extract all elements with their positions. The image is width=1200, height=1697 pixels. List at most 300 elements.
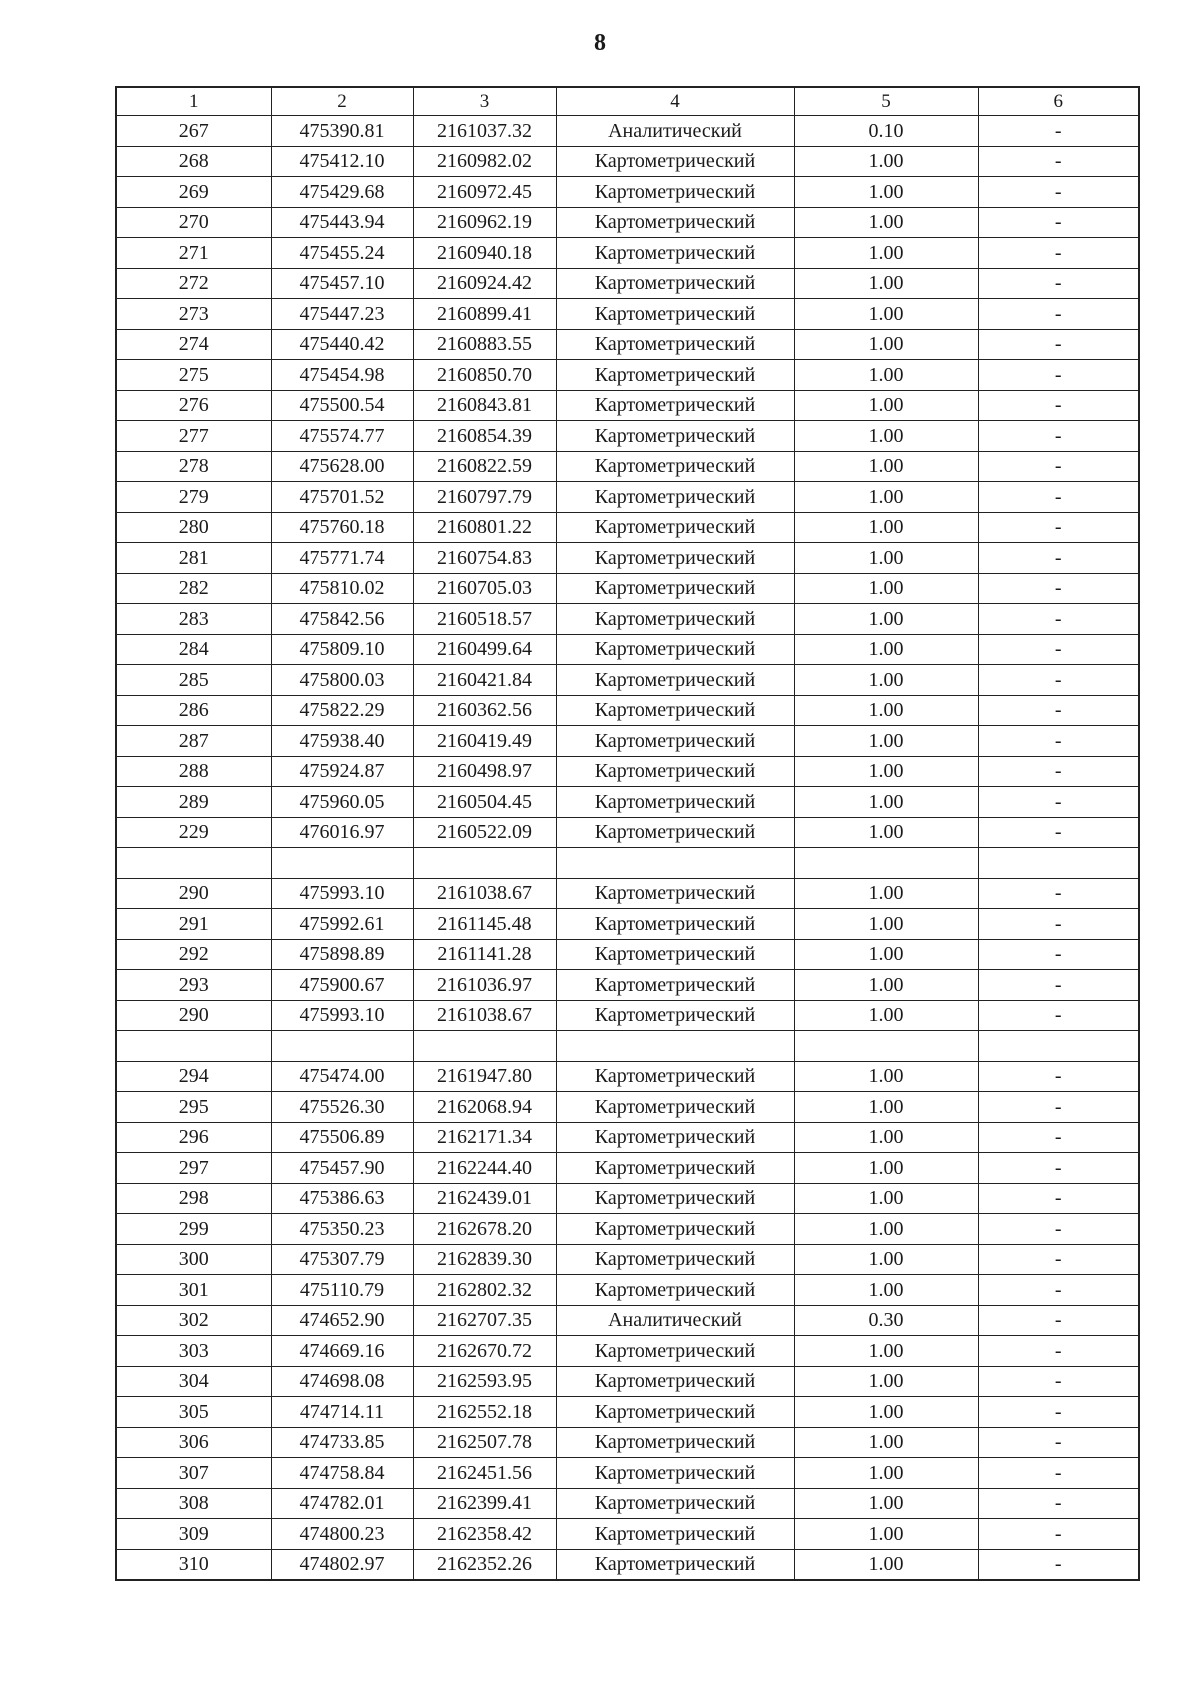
point-number-cell: 270 [116,207,271,238]
note-cell: - [978,1366,1139,1397]
point-number-cell: 268 [116,146,271,177]
method-cell: Картометрический [556,1427,794,1458]
x-coordinate-cell: 475809.10 [271,634,413,665]
note-cell: - [978,939,1139,970]
method-cell: Картометрический [556,604,794,635]
note-cell: - [978,817,1139,848]
point-number-cell: 285 [116,665,271,696]
point-number-cell: 276 [116,390,271,421]
method-cell: Картометрический [556,634,794,665]
note-cell: - [978,1427,1139,1458]
x-coordinate-cell: 475760.18 [271,512,413,543]
x-coordinate-cell [271,1031,413,1062]
coordinates-table [115,86,1140,1581]
x-coordinate-cell: 474802.97 [271,1549,413,1580]
table-row [116,1305,1139,1336]
table-row [116,1366,1139,1397]
x-coordinate-cell: 475429.68 [271,177,413,208]
method-cell: Картометрический [556,1183,794,1214]
point-number-cell: 278 [116,451,271,482]
y-coordinate-cell: 2160498.97 [413,756,556,787]
note-cell: - [978,634,1139,665]
x-coordinate-cell: 475628.00 [271,451,413,482]
accuracy-cell: 1.00 [794,1366,978,1397]
accuracy-cell: 1.00 [794,451,978,482]
method-cell: Картометрический [556,756,794,787]
x-coordinate-cell: 475960.05 [271,787,413,818]
point-number-cell: 275 [116,360,271,391]
header-row [116,87,1139,116]
point-number-cell: 281 [116,543,271,574]
point-number-cell: 289 [116,787,271,818]
accuracy-cell: 1.00 [794,543,978,574]
point-number-cell: 229 [116,817,271,848]
x-coordinate-cell: 475822.29 [271,695,413,726]
y-coordinate-cell: 2160822.59 [413,451,556,482]
method-cell: Картометрический [556,390,794,421]
point-number-cell: 293 [116,970,271,1001]
note-cell: - [978,360,1139,391]
table-row [116,604,1139,635]
method-cell: Картометрический [556,939,794,970]
method-cell: Аналитический [556,1305,794,1336]
x-coordinate-cell: 475574.77 [271,421,413,452]
y-coordinate-cell: 2160362.56 [413,695,556,726]
point-number-cell: 271 [116,238,271,269]
note-cell: - [978,1458,1139,1489]
y-coordinate-cell: 2161145.48 [413,909,556,940]
method-cell: Картометрический [556,1336,794,1367]
method-cell: Картометрический [556,970,794,1001]
note-cell: - [978,390,1139,421]
note-cell: - [978,512,1139,543]
accuracy-cell: 1.00 [794,634,978,665]
table-row [116,1519,1139,1550]
x-coordinate-cell: 474733.85 [271,1427,413,1458]
point-number-cell: 306 [116,1427,271,1458]
note-cell: - [978,1244,1139,1275]
page-number: 8 [594,30,606,56]
y-coordinate-cell: 2162507.78 [413,1427,556,1458]
method-cell: Картометрический [556,695,794,726]
table-row [116,299,1139,330]
accuracy-cell: 1.00 [794,1183,978,1214]
table-row [116,482,1139,513]
method-cell: Картометрический [556,268,794,299]
accuracy-cell: 1.00 [794,1122,978,1153]
note-cell: - [978,1122,1139,1153]
method-cell: Картометрический [556,1275,794,1306]
x-coordinate-cell: 475455.24 [271,238,413,269]
y-coordinate-cell: 2160499.64 [413,634,556,665]
note-cell: - [978,573,1139,604]
accuracy-cell: 1.00 [794,787,978,818]
note-cell: - [978,1153,1139,1184]
note-cell: - [978,665,1139,696]
x-coordinate-cell: 475443.94 [271,207,413,238]
y-coordinate-cell: 2160797.79 [413,482,556,513]
accuracy-cell: 1.00 [794,1061,978,1092]
method-cell: Картометрический [556,878,794,909]
table-row [116,1458,1139,1489]
accuracy-cell: 1.00 [794,1488,978,1519]
note-cell: - [978,970,1139,1001]
accuracy-cell: 1.00 [794,817,978,848]
note-cell: - [978,421,1139,452]
point-number-cell: 307 [116,1458,271,1489]
method-cell: Картометрический [556,1519,794,1550]
method-cell: Картометрический [556,1122,794,1153]
y-coordinate-cell: 2160940.18 [413,238,556,269]
y-coordinate-cell: 2162352.26 [413,1549,556,1580]
x-coordinate-cell: 475992.61 [271,909,413,940]
note-cell: - [978,1519,1139,1550]
table-row [116,726,1139,757]
note-cell: - [978,695,1139,726]
y-coordinate-cell: 2160518.57 [413,604,556,635]
point-number-cell: 272 [116,268,271,299]
x-coordinate-cell: 475474.00 [271,1061,413,1092]
table-row [116,1000,1139,1031]
table-row [116,817,1139,848]
accuracy-cell: 1.00 [794,390,978,421]
table-row [116,695,1139,726]
x-coordinate-cell: 474652.90 [271,1305,413,1336]
table-row [116,848,1139,879]
point-number-cell: 298 [116,1183,271,1214]
note-cell: - [978,116,1139,147]
method-cell: Картометрический [556,909,794,940]
y-coordinate-cell: 2160972.45 [413,177,556,208]
accuracy-cell: 1.00 [794,421,978,452]
point-number-cell: 283 [116,604,271,635]
y-coordinate-cell: 2162244.40 [413,1153,556,1184]
method-cell: Картометрический [556,146,794,177]
point-number-cell: 290 [116,1000,271,1031]
point-number-cell: 288 [116,756,271,787]
table-row [116,573,1139,604]
y-coordinate-cell: 2162068.94 [413,1092,556,1123]
point-number-cell: 273 [116,299,271,330]
accuracy-cell: 1.00 [794,1458,978,1489]
point-number-cell: 300 [116,1244,271,1275]
table-row [116,1275,1139,1306]
x-coordinate-cell: 475900.67 [271,970,413,1001]
column-header: 1 [116,87,271,116]
table-row [116,1031,1139,1062]
point-number-cell: 302 [116,1305,271,1336]
note-cell: - [978,238,1139,269]
y-coordinate-cell: 2160504.45 [413,787,556,818]
y-coordinate-cell: 2162707.35 [413,1305,556,1336]
table-row [116,1549,1139,1580]
method-cell: Картометрический [556,1397,794,1428]
note-cell: - [978,299,1139,330]
note-cell: - [978,543,1139,574]
method-cell: Картометрический [556,1458,794,1489]
point-number-cell: 277 [116,421,271,452]
method-cell: Картометрический [556,1092,794,1123]
note-cell: - [978,451,1139,482]
table-row [116,665,1139,696]
accuracy-cell: 1.00 [794,207,978,238]
y-coordinate-cell: 2160754.83 [413,543,556,574]
point-number-cell: 310 [116,1549,271,1580]
method-cell: Картометрический [556,329,794,360]
table-row [116,787,1139,818]
accuracy-cell: 1.00 [794,1153,978,1184]
x-coordinate-cell: 475842.56 [271,604,413,635]
method-cell: Картометрический [556,1061,794,1092]
table-body [116,116,1139,1581]
accuracy-cell: 1.00 [794,604,978,635]
point-number-cell: 286 [116,695,271,726]
method-cell: Картометрический [556,299,794,330]
y-coordinate-cell: 2162171.34 [413,1122,556,1153]
accuracy-cell: 1.00 [794,1214,978,1245]
y-coordinate-cell: 2161141.28 [413,939,556,970]
table-row [116,146,1139,177]
note-cell: - [978,329,1139,360]
x-coordinate-cell: 475938.40 [271,726,413,757]
point-number-cell: 282 [116,573,271,604]
x-coordinate-cell: 475500.54 [271,390,413,421]
table-row [116,1336,1139,1367]
accuracy-cell: 1.00 [794,1549,978,1580]
point-number-cell: 279 [116,482,271,513]
y-coordinate-cell: 2160522.09 [413,817,556,848]
point-number-cell: 303 [116,1336,271,1367]
y-coordinate-cell: 2160924.42 [413,268,556,299]
table-row [116,1061,1139,1092]
point-number-cell: 294 [116,1061,271,1092]
x-coordinate-cell: 475350.23 [271,1214,413,1245]
column-header: 6 [978,87,1139,116]
note-cell: - [978,1183,1139,1214]
y-coordinate-cell: 2160850.70 [413,360,556,391]
accuracy-cell: 1.00 [794,1092,978,1123]
accuracy-cell: 1.00 [794,878,978,909]
accuracy-cell: 0.10 [794,116,978,147]
point-number-cell: 267 [116,116,271,147]
x-coordinate-cell: 475457.90 [271,1153,413,1184]
accuracy-cell: 1.00 [794,665,978,696]
method-cell: Картометрический [556,421,794,452]
note-cell: - [978,1549,1139,1580]
table-row [116,1244,1139,1275]
table-row [116,939,1139,970]
note-cell: - [978,1214,1139,1245]
y-coordinate-cell: 2162552.18 [413,1397,556,1428]
accuracy-cell: 1.00 [794,482,978,513]
table-row [116,756,1139,787]
method-cell: Картометрический [556,1488,794,1519]
x-coordinate-cell: 475506.89 [271,1122,413,1153]
x-coordinate-cell: 475386.63 [271,1183,413,1214]
note-cell: - [978,909,1139,940]
table-row [116,1214,1139,1245]
point-number-cell: 297 [116,1153,271,1184]
accuracy-cell: 1.00 [794,1244,978,1275]
method-cell: Картометрический [556,1549,794,1580]
x-coordinate-cell: 475898.89 [271,939,413,970]
method-cell: Картометрический [556,817,794,848]
point-number-cell: 292 [116,939,271,970]
y-coordinate-cell: 2160962.19 [413,207,556,238]
accuracy-cell: 1.00 [794,268,978,299]
method-cell [556,848,794,879]
note-cell: - [978,1092,1139,1123]
table-row [116,207,1139,238]
accuracy-cell: 1.00 [794,1000,978,1031]
y-coordinate-cell: 2161947.80 [413,1061,556,1092]
table-row [116,421,1139,452]
x-coordinate-cell [271,848,413,879]
x-coordinate-cell: 474714.11 [271,1397,413,1428]
method-cell: Картометрический [556,543,794,574]
method-cell: Картометрический [556,207,794,238]
y-coordinate-cell: 2162439.01 [413,1183,556,1214]
note-cell: - [978,604,1139,635]
x-coordinate-cell: 474669.16 [271,1336,413,1367]
x-coordinate-cell: 475924.87 [271,756,413,787]
point-number-cell: 287 [116,726,271,757]
point-number-cell: 274 [116,329,271,360]
table-row [116,1397,1139,1428]
point-number-cell: 291 [116,909,271,940]
point-number-cell: 280 [116,512,271,543]
table-row [116,1427,1139,1458]
y-coordinate-cell: 2162358.42 [413,1519,556,1550]
point-number-cell: 284 [116,634,271,665]
point-number-cell: 305 [116,1397,271,1428]
y-coordinate-cell: 2161038.67 [413,878,556,909]
point-number-cell [116,848,271,879]
method-cell: Картометрический [556,1000,794,1031]
column-header: 5 [794,87,978,116]
note-cell: - [978,482,1139,513]
table-row [116,878,1139,909]
y-coordinate-cell: 2160801.22 [413,512,556,543]
note-cell: - [978,1000,1139,1031]
y-coordinate-cell: 2160982.02 [413,146,556,177]
point-number-cell: 295 [116,1092,271,1123]
point-number-cell [116,1031,271,1062]
accuracy-cell: 1.00 [794,299,978,330]
y-coordinate-cell: 2161037.32 [413,116,556,147]
point-number-cell: 290 [116,878,271,909]
accuracy-cell: 1.00 [794,360,978,391]
accuracy-cell: 1.00 [794,1519,978,1550]
method-cell: Картометрический [556,726,794,757]
method-cell: Картометрический [556,1153,794,1184]
note-cell: - [978,1305,1139,1336]
note-cell [978,848,1139,879]
point-number-cell: 299 [116,1214,271,1245]
table-row [116,543,1139,574]
y-coordinate-cell: 2162451.56 [413,1458,556,1489]
y-coordinate-cell: 2161038.67 [413,1000,556,1031]
y-coordinate-cell: 2160854.39 [413,421,556,452]
y-coordinate-cell: 2160419.49 [413,726,556,757]
y-coordinate-cell: 2162593.95 [413,1366,556,1397]
column-header: 2 [271,87,413,116]
method-cell: Картометрический [556,787,794,818]
x-coordinate-cell: 475457.10 [271,268,413,299]
y-coordinate-cell [413,1031,556,1062]
x-coordinate-cell: 475412.10 [271,146,413,177]
method-cell: Картометрический [556,665,794,696]
y-coordinate-cell: 2162670.72 [413,1336,556,1367]
x-coordinate-cell: 475390.81 [271,116,413,147]
note-cell: - [978,756,1139,787]
accuracy-cell [794,1031,978,1062]
y-coordinate-cell: 2160421.84 [413,665,556,696]
column-header: 3 [413,87,556,116]
x-coordinate-cell: 474800.23 [271,1519,413,1550]
note-cell [978,1031,1139,1062]
note-cell: - [978,1061,1139,1092]
accuracy-cell: 1.00 [794,512,978,543]
method-cell [556,1031,794,1062]
x-coordinate-cell: 475526.30 [271,1092,413,1123]
table-row [116,512,1139,543]
point-number-cell: 308 [116,1488,271,1519]
x-coordinate-cell: 475800.03 [271,665,413,696]
accuracy-cell [794,848,978,879]
table-row [116,1092,1139,1123]
accuracy-cell: 1.00 [794,573,978,604]
x-coordinate-cell: 475440.42 [271,329,413,360]
note-cell: - [978,268,1139,299]
x-coordinate-cell: 475447.23 [271,299,413,330]
method-cell: Картометрический [556,451,794,482]
note-cell: - [978,726,1139,757]
note-cell: - [978,878,1139,909]
y-coordinate-cell: 2161036.97 [413,970,556,1001]
method-cell: Картометрический [556,512,794,543]
method-cell: Картометрический [556,177,794,208]
method-cell: Картометрический [556,1366,794,1397]
x-coordinate-cell: 474698.08 [271,1366,413,1397]
accuracy-cell: 1.00 [794,756,978,787]
note-cell: - [978,1275,1139,1306]
accuracy-cell: 1.00 [794,1275,978,1306]
x-coordinate-cell: 475810.02 [271,573,413,604]
method-cell: Картометрический [556,573,794,604]
point-number-cell: 301 [116,1275,271,1306]
method-cell: Картометрический [556,482,794,513]
method-cell: Картометрический [556,1214,794,1245]
point-number-cell: 309 [116,1519,271,1550]
y-coordinate-cell: 2160899.41 [413,299,556,330]
table-row [116,268,1139,299]
x-coordinate-cell: 475993.10 [271,878,413,909]
accuracy-cell: 1.00 [794,726,978,757]
accuracy-cell: 1.00 [794,1336,978,1367]
accuracy-cell: 1.00 [794,177,978,208]
note-cell: - [978,207,1139,238]
table-row [116,116,1139,147]
note-cell: - [978,1488,1139,1519]
accuracy-cell: 1.00 [794,909,978,940]
accuracy-cell: 1.00 [794,695,978,726]
note-cell: - [978,787,1139,818]
method-cell: Картометрический [556,1244,794,1275]
x-coordinate-cell: 475701.52 [271,482,413,513]
note-cell: - [978,1397,1139,1428]
table-row [116,238,1139,269]
